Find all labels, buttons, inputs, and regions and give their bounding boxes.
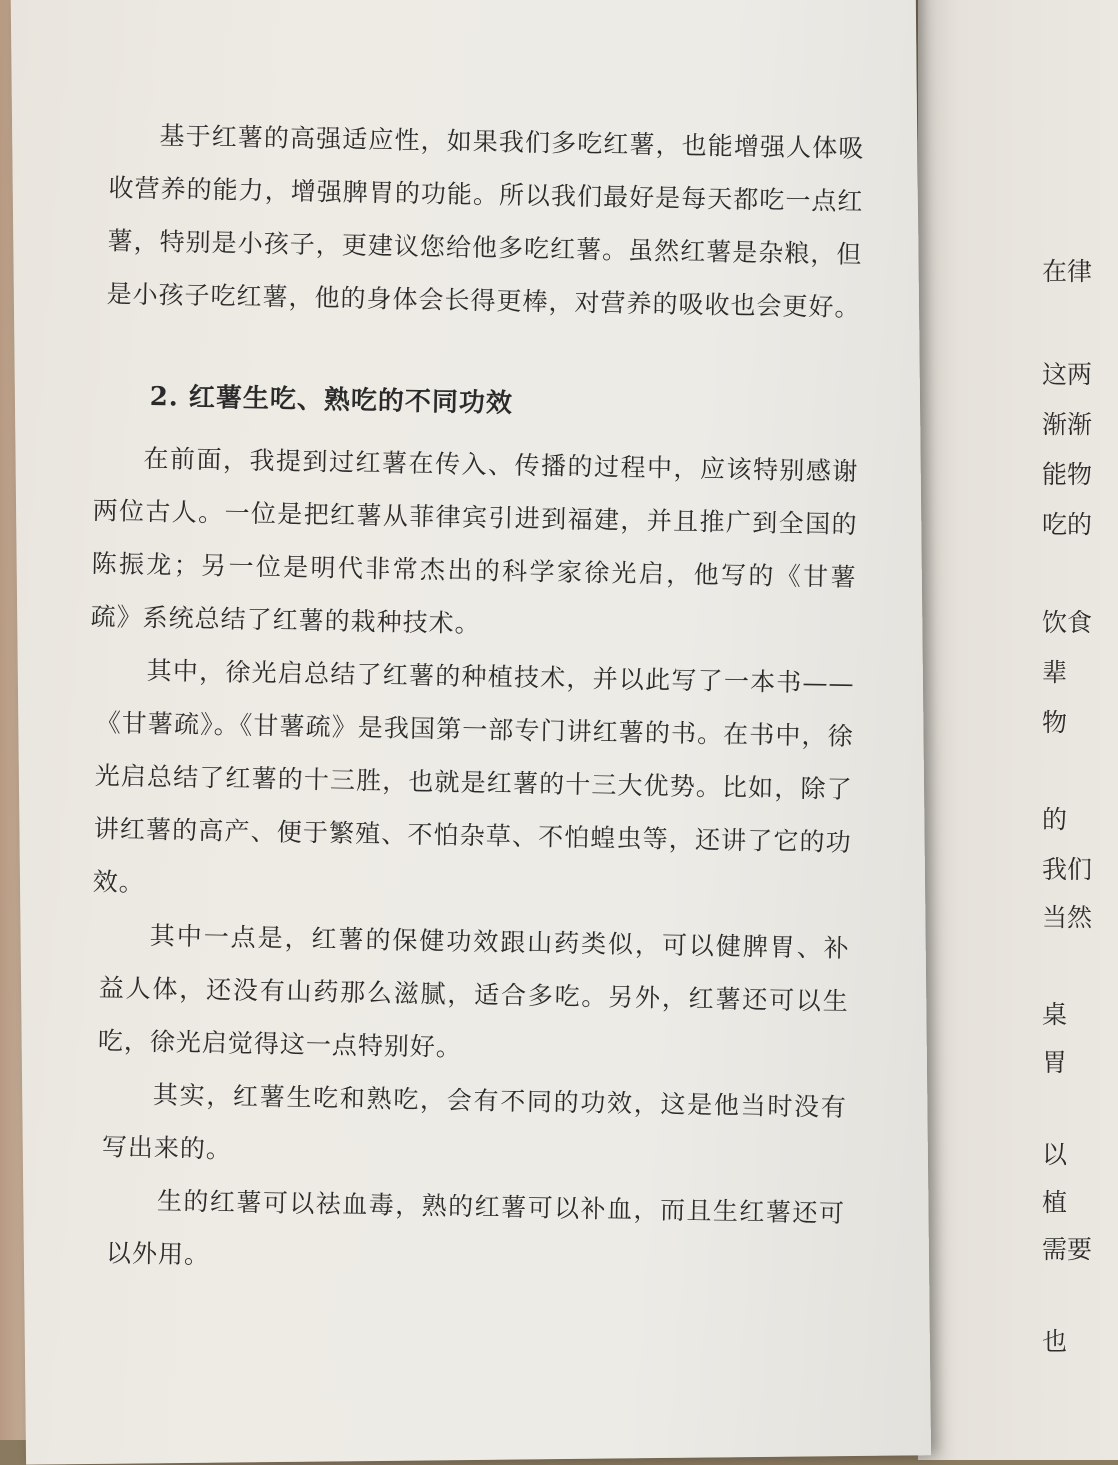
- right-page-fragment: 我们: [1042, 855, 1093, 884]
- right-page-fragment: 这两: [1042, 360, 1093, 389]
- right-page-fragment: 能物: [1042, 460, 1093, 489]
- right-page-fragment: 植: [1042, 1188, 1068, 1217]
- right-page-fragment: 物: [1042, 708, 1068, 737]
- body-paragraph: 其中一点是，红薯的保健功效跟山药类似，可以健脾胃、补益人体，还没有山药那么滋腻，适合多吃。另外，红薯还可以生吃，徐光启觉得这一点特别好。: [97, 921, 850, 1062]
- right-page-fragment: 需要: [1042, 1235, 1093, 1264]
- body-paragraph: 其实，红薯生吃和熟吃，会有不同的功效，这是他当时没有写出来的。: [101, 1080, 848, 1164]
- right-page-fragment: 桌: [1042, 1000, 1068, 1029]
- body-paragraph: 在前面，我提到过红薯在传入、传播的过程中，应该特别感谢两位古人。一位是把红薯从菲律宾引进到福建，并且推广到全国的陈振龙；另一位是明代非常杰出的科学家徐光启，他写的《甘薯疏》系统总结了红薯的栽种技术。: [90, 443, 859, 639]
- right-page-fragment: 渐渐: [1042, 410, 1093, 439]
- right-page-fragment: 当然: [1042, 903, 1093, 932]
- section-heading: 2. 红薯生吃、熟吃的不同功效: [149, 382, 514, 419]
- body-paragraph: 其中，徐光启总结了红薯的种植技术，并以此写了一本书——《甘薯疏》。《甘薯疏》是我国第一部专门讲红薯的书。在书中，徐光启总结了红薯的十三胜，也就是红薯的十三大优势。比如，除了讲红薯的高产、便于繁殖、不怕杂草、不怕蝗虫等，还讲了它的功效。: [92, 656, 855, 898]
- right-page-fragment: 以: [1042, 1140, 1068, 1169]
- right-page-fragment: 辈: [1042, 658, 1068, 687]
- right-page-fragment: 饮食: [1042, 608, 1093, 637]
- body-paragraph: 基于红薯的高强适应性，如果我们多吃红薯，也能增强人体吸收营养的能力，增强脾胃的功能。所以我们最好是每天都吃一点红薯，特别是小孩子，更建议您给他多吃红薯。虽然红薯是杂粮，但是小孩子吃红薯，他的身体会长得更棒，对营养的吸收也会更好。: [106, 121, 865, 323]
- page-body-text: [74, 108, 865, 1293]
- body-paragraph: 生的红薯可以祛血毒，熟的红薯可以补血，而且生红薯还可以外用。: [105, 1186, 846, 1270]
- right-page-fragment: 的: [1042, 805, 1068, 834]
- right-page-fragment: 胃: [1042, 1048, 1068, 1077]
- right-page-fragment: 也: [1042, 1327, 1068, 1356]
- right-page-fragment: 在律: [1042, 257, 1093, 286]
- right-page-fragment: 吃的: [1042, 510, 1093, 539]
